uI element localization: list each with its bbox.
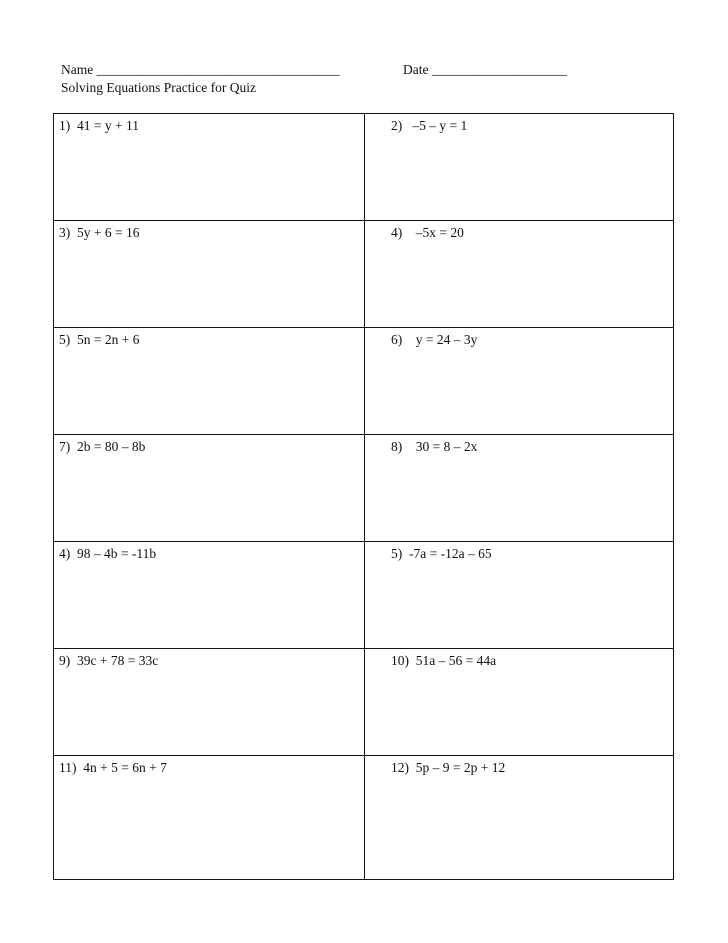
name-field-line: Name ____________________________________	[61, 62, 340, 77]
problem-cell-1	[54, 114, 365, 221]
problem-cell-8	[365, 435, 673, 542]
problem-12: 10) 51a – 56 = 44a	[391, 653, 497, 668]
problem-2: 2) –5 – y = 1	[391, 118, 468, 133]
problem-cell-2	[365, 114, 673, 221]
problem-5: 5) 5n = 2n + 6	[59, 332, 140, 347]
problem-4: 4) –5x = 20	[391, 225, 464, 240]
problem-6: 6) y = 24 – 3y	[391, 332, 478, 347]
date-field-line: Date ____________________	[403, 62, 567, 77]
problem-cell-14	[365, 756, 673, 879]
problem-13: 11) 4n + 5 = 6n + 7	[59, 760, 167, 775]
problem-7: 7) 2b = 80 – 8b	[59, 439, 146, 454]
problem-cell-5	[54, 328, 365, 435]
problem-cell-12	[365, 649, 673, 756]
problem-cell-11	[54, 649, 365, 756]
worksheet-title: Solving Equations Practice for Quiz	[61, 80, 256, 95]
problem-cell-10	[365, 542, 673, 649]
problem-8: 8) 30 = 8 – 2x	[391, 439, 478, 454]
problem-cell-6	[365, 328, 673, 435]
problem-grid	[53, 113, 674, 880]
problem-9: 4) 98 – 4b = -11b	[59, 546, 157, 561]
problem-cell-9	[54, 542, 365, 649]
problem-cell-7	[54, 435, 365, 542]
problem-cell-4	[365, 221, 673, 328]
problem-1: 1) 41 = y + 11	[59, 118, 139, 133]
problem-14: 12) 5p – 9 = 2p + 12	[391, 760, 506, 775]
problem-3: 3) 5y + 6 = 16	[59, 225, 140, 240]
problem-10: 5) -7a = -12a – 65	[391, 546, 492, 561]
problem-cell-13	[54, 756, 365, 879]
problem-cell-3	[54, 221, 365, 328]
problem-11: 9) 39c + 78 = 33c	[59, 653, 159, 668]
